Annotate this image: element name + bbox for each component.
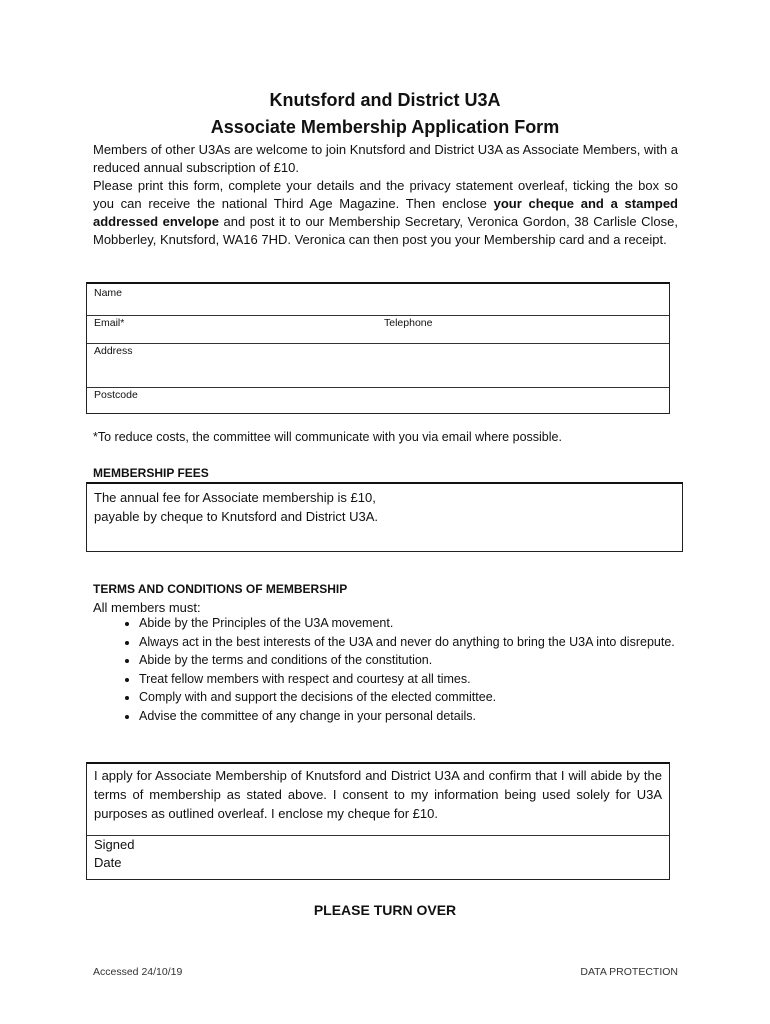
telephone-label: Telephone <box>384 317 433 329</box>
intro-paragraph-1: Members of other U3As are welcome to join Knutsford and District U3A as Associate Members, with a reduced annual subscription of £10. <box>93 142 678 175</box>
fees-line-1: The annual fee for Associate membership is £10, <box>94 490 376 505</box>
postcode-label: Postcode <box>94 389 138 401</box>
name-label: Name <box>94 287 123 299</box>
terms-intro: All members must: <box>93 600 201 615</box>
date-field[interactable]: Date <box>94 855 122 870</box>
terms-item: • Advise the committee of any change in your personal details. <box>139 707 729 726</box>
terms-item: • Treat fellow members with respect and courtesy at all times. <box>139 670 729 689</box>
form-subtitle: Associate Membership Application Form <box>210 117 560 137</box>
footer-accessed-date: Accessed 24/10/19 <box>93 966 183 978</box>
intro-paragraph-2 <box>93 177 678 249</box>
postcode-field[interactable] <box>87 387 669 414</box>
intro-text <box>93 141 678 249</box>
details-form <box>86 282 670 414</box>
address-label: Address <box>94 345 133 357</box>
email-label: Email* <box>94 317 125 329</box>
signed-field[interactable]: Signed <box>94 837 135 852</box>
email-note: *To reduce costs, the committee will communicate with you via email where possible. <box>93 430 562 444</box>
fees-line-2: payable by cheque to Knutsford and District U3A. <box>94 509 378 524</box>
fees-heading: MEMBERSHIP FEES <box>93 466 209 480</box>
terms-item: • Always act in the best interests of the U3A and never do anything to bring the U3A into disrepute. <box>139 633 729 652</box>
declaration-text: I apply for Associate Membership of Knutsford and District U3A and confirm that I will abide by the terms of membership as stated above. I consent to my information being used solely for U3A purposes as outlined overleaf. I enclose my cheque for £10. <box>94 768 662 821</box>
declaration-divider <box>87 835 669 836</box>
intro-p2-end: and post it to our Membership Secretary, Veronica Gordon, 38 Carlisle Close, Mobberley, Knutsford, WA16 7HD. Veronica can then post you your Membership card and a receipt. <box>93 214 678 247</box>
terms-list <box>93 614 729 725</box>
address-field[interactable] <box>87 343 669 388</box>
declaration-box <box>86 762 670 880</box>
intro-p2-bold: your cheque and a stamped addressed envelope <box>93 196 678 229</box>
email-field[interactable] <box>87 315 377 343</box>
terms-item: • Abide by the Principles of the U3A movement. <box>139 614 729 633</box>
terms-item: • Abide by the terms and conditions of the constitution. <box>139 651 729 670</box>
form-title: Knutsford and District U3A <box>269 90 501 110</box>
email-telephone-row <box>87 315 669 344</box>
telephone-field[interactable] <box>377 315 667 343</box>
terms-item: • Comply with and support the decisions of the elected committee. <box>139 688 729 707</box>
terms-heading: TERMS AND CONDITIONS OF MEMBERSHIP <box>93 582 348 596</box>
footer-section-label: DATA PROTECTION <box>580 966 678 978</box>
fees-box <box>86 482 683 552</box>
turn-over-note: PLEASE TURN OVER <box>313 902 457 918</box>
intro-p2-start: Please print this form, complete your details and the privacy statement overleaf, ticking the box so you can receive the national Third Age Magazine. Then enclose <box>93 178 678 211</box>
name-field[interactable] <box>87 284 669 316</box>
